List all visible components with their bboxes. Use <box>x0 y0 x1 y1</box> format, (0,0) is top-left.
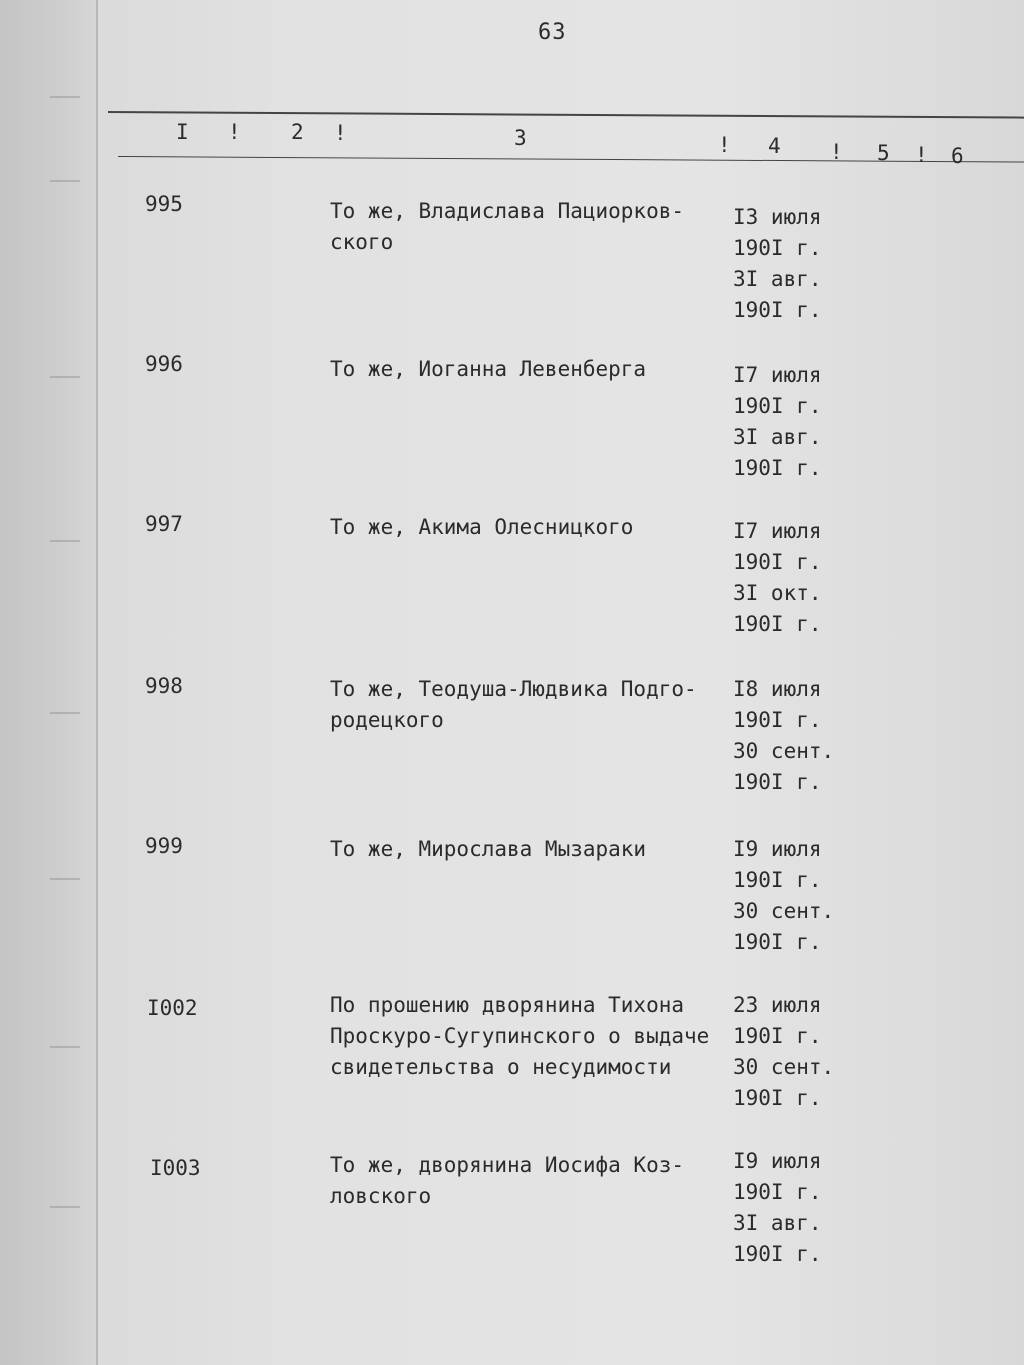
record-dates: 23 июля 190I г. 30 сент. 190I г. <box>733 993 835 1110</box>
header-col-4: 4 <box>768 134 781 158</box>
show-through-mark <box>50 1206 80 1208</box>
record-number: I002 <box>147 996 198 1020</box>
header-separator: ! <box>228 120 241 144</box>
show-through-mark <box>50 1046 80 1048</box>
header-separator: ! <box>915 143 928 167</box>
show-through-mark <box>50 96 80 98</box>
record-description: То же, дворянина Иосифа Коз- ловского <box>330 1153 685 1208</box>
record-dates: I9 июля 190I г. 30 сент. 190I г. <box>733 837 835 954</box>
record-dates: I7 июля 190I г. 3I авг. 190I г. <box>733 363 822 480</box>
record-description: То же, Мирослава Мызараки <box>330 837 647 861</box>
record-description: То же, Владислава Пациорков- ского <box>330 199 685 254</box>
header-col-5: 5 <box>877 141 890 165</box>
page-binding-margin <box>0 0 98 1365</box>
record-description: То же, Теодуша-Людвика Подго- родецкого <box>330 677 697 732</box>
record-dates: I8 июля 190I г. 30 сент. 190I г. <box>733 677 835 794</box>
record-number: 997 <box>145 512 183 536</box>
header-col-1: I <box>176 120 189 144</box>
page-number: 63 <box>538 20 567 45</box>
record-number: 998 <box>145 674 183 698</box>
record-dates: I7 июля 190I г. 3I окт. 190I г. <box>733 519 822 636</box>
record-dates: I3 июля 190I г. 3I авг. 190I г. <box>733 205 822 322</box>
record-description: То же, Иоганна Левенберга <box>330 357 647 381</box>
show-through-mark <box>50 180 80 182</box>
header-col-3: 3 <box>514 126 527 150</box>
header-separator: ! <box>718 133 731 157</box>
table-header-top-rule <box>108 111 1024 119</box>
record-dates: I9 июля 190I г. 3I авг. 190I г. <box>733 1149 822 1266</box>
header-separator: ! <box>830 140 843 164</box>
show-through-mark <box>50 376 80 378</box>
record-number: 995 <box>145 192 183 216</box>
record-number: I003 <box>150 1156 201 1180</box>
show-through-mark <box>50 540 80 542</box>
header-col-6: 6 <box>951 144 964 168</box>
record-description: То же, Акима Олесницкого <box>330 515 634 539</box>
record-number: 999 <box>145 834 183 858</box>
header-separator: ! <box>334 121 347 145</box>
record-description: По прошению дворянина Тихона Проскуро-Сугупинского о выдаче свидетельства о несудимости <box>330 993 710 1079</box>
header-col-2: 2 <box>291 120 304 144</box>
show-through-mark <box>50 878 80 880</box>
show-through-mark <box>50 712 80 714</box>
record-number: 996 <box>145 352 183 376</box>
